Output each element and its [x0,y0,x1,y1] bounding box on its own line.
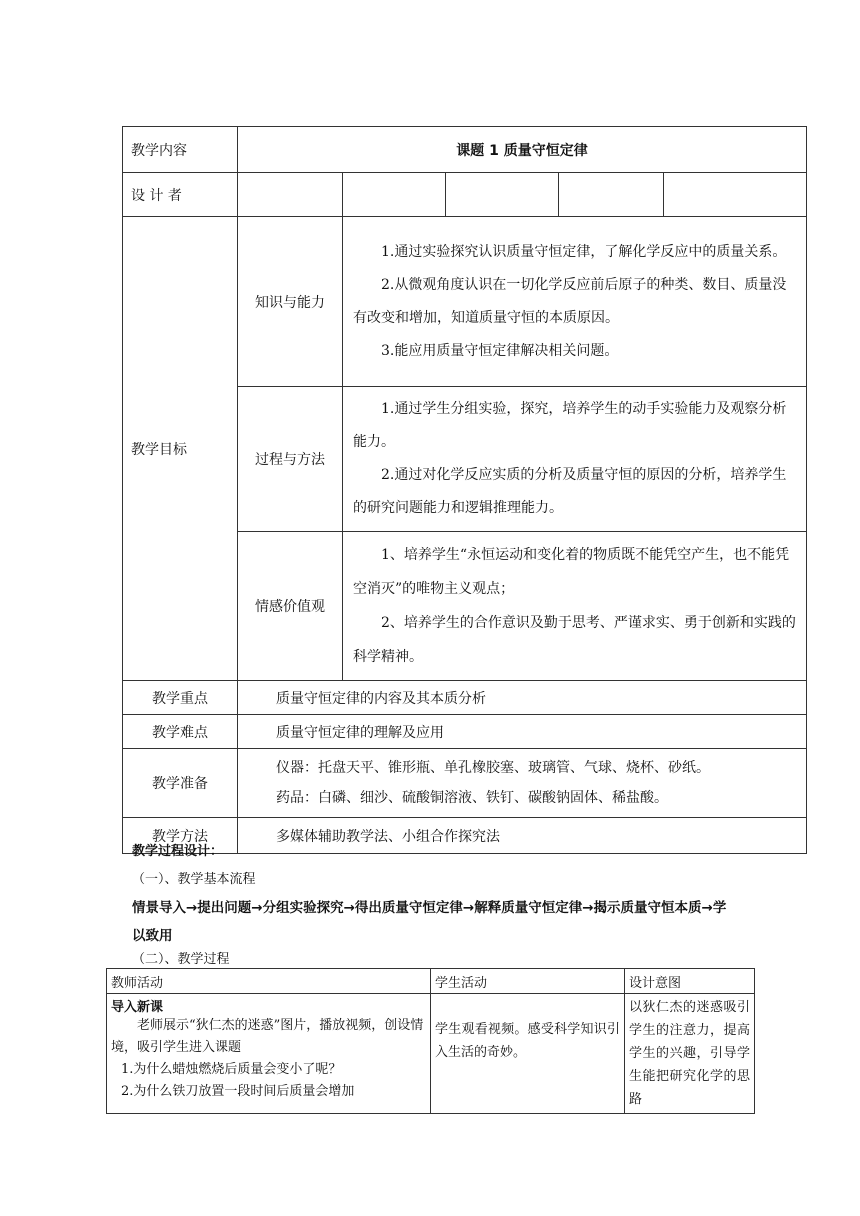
teaching-flow: 情景导入→提出问题→分组实验探究→得出质量守恒定律→解释质量守恒定律→揭示质量守恒本质→学以致用 [132,900,727,944]
teacher-activity [107,994,431,1114]
lesson-plan-table [122,126,807,854]
process-objectives [343,387,807,532]
designer-cell [559,173,664,217]
question-1: 1.为什么蜡烛燃烧后质量会变小了呢？ [121,1062,342,1077]
reagents-text: 药品：白磷、细沙、硫酸铜溶液、铁钉、碳酸钠固体、稀盐酸。 [276,790,668,806]
values-label: 情感价值观 [238,532,343,681]
student-activity: 学生观看视频。感受科学知识引入生活的奇妙。 [431,994,625,1114]
teacher-text: 老师展示“狄仁杰的迷惑”图片，播放视频，创设情境，吸引学生进入课题 [111,1018,424,1055]
method-label: 教学方法 [123,818,238,854]
process-item: 1.通过学生分组实验，探究，培养学生的动手实验能力及观察分析能力。 [353,401,787,450]
preparation-label: 教学准备 [123,749,238,818]
section-basic-flow: （一）、教学基本流程 [132,872,256,887]
question-2: 2.为什么铁刀放置一段时间后质量会增加 [121,1084,355,1099]
designer-cell [664,173,807,217]
objectives-label: 教学目标 [123,217,238,681]
section-teaching-process: （二）、教学过程 [132,952,230,967]
knowledge-item: 3.能应用质量守恒定律解决相关问题。 [381,342,619,359]
method-value: 多媒体辅助教学法、小组合作探究法 [238,818,807,854]
design-intent: 以狄仁杰的迷惑吸引学生的注意力，提高学生的兴趣，引导学生能把研究化学的思路 [625,994,755,1114]
knowledge-objectives [343,217,807,387]
key-point-value: 质量守恒定律的内容及其本质分析 [238,681,807,715]
teaching-process-table [106,968,755,1114]
designer-cell [343,173,446,217]
content-label: 教学内容 [123,127,238,173]
knowledge-label: 知识与能力 [238,217,343,387]
knowledge-item: 2.从微观角度认识在一切化学反应前后原子的种类、数目、质量没有改变和增加，知道质量守恒的本质原因。 [353,276,787,326]
values-item: 1、培养学生“永恒运动和变化着的物质既不能凭空产生，也不能凭空消灭”的唯物主义观点； [353,547,790,597]
process-label: 过程与方法 [238,387,343,532]
instruments-text: 仪器：托盘天平、锥形瓶、单孔橡胶塞、玻璃管、气球、烧杯、砂纸。 [276,760,710,776]
header-teacher: 教师活动 [107,969,431,994]
values-item: 2、培养学生的合作意识及勤于思考、严谨求实、勇于创新和实践的科学精神。 [353,615,796,665]
process-design-heading: 教学过程设计： [132,844,224,859]
key-point-label: 教学重点 [123,681,238,715]
designer-label: 设 计 者 [123,173,238,217]
knowledge-item: 1.通过实验探究认识质量守恒定律，了解化学反应中的质量关系。 [381,243,787,260]
lead-title: 导入新课 [111,1000,164,1015]
values-objectives [343,532,807,681]
designer-cell [446,173,559,217]
designer-cell [238,173,343,217]
lesson-title: 课题 1 质量守恒定律 [238,127,807,173]
preparation-value [238,749,807,818]
header-student: 学生活动 [431,969,625,994]
process-item: 2.通过对化学反应实质的分析及质量守恒的原因的分析，培养学生的研究问题能力和逻辑推理能力。 [353,467,787,516]
header-intent: 设计意图 [625,969,755,994]
difficulty-label: 教学难点 [123,715,238,749]
difficulty-value: 质量守恒定律的理解及应用 [238,715,807,749]
